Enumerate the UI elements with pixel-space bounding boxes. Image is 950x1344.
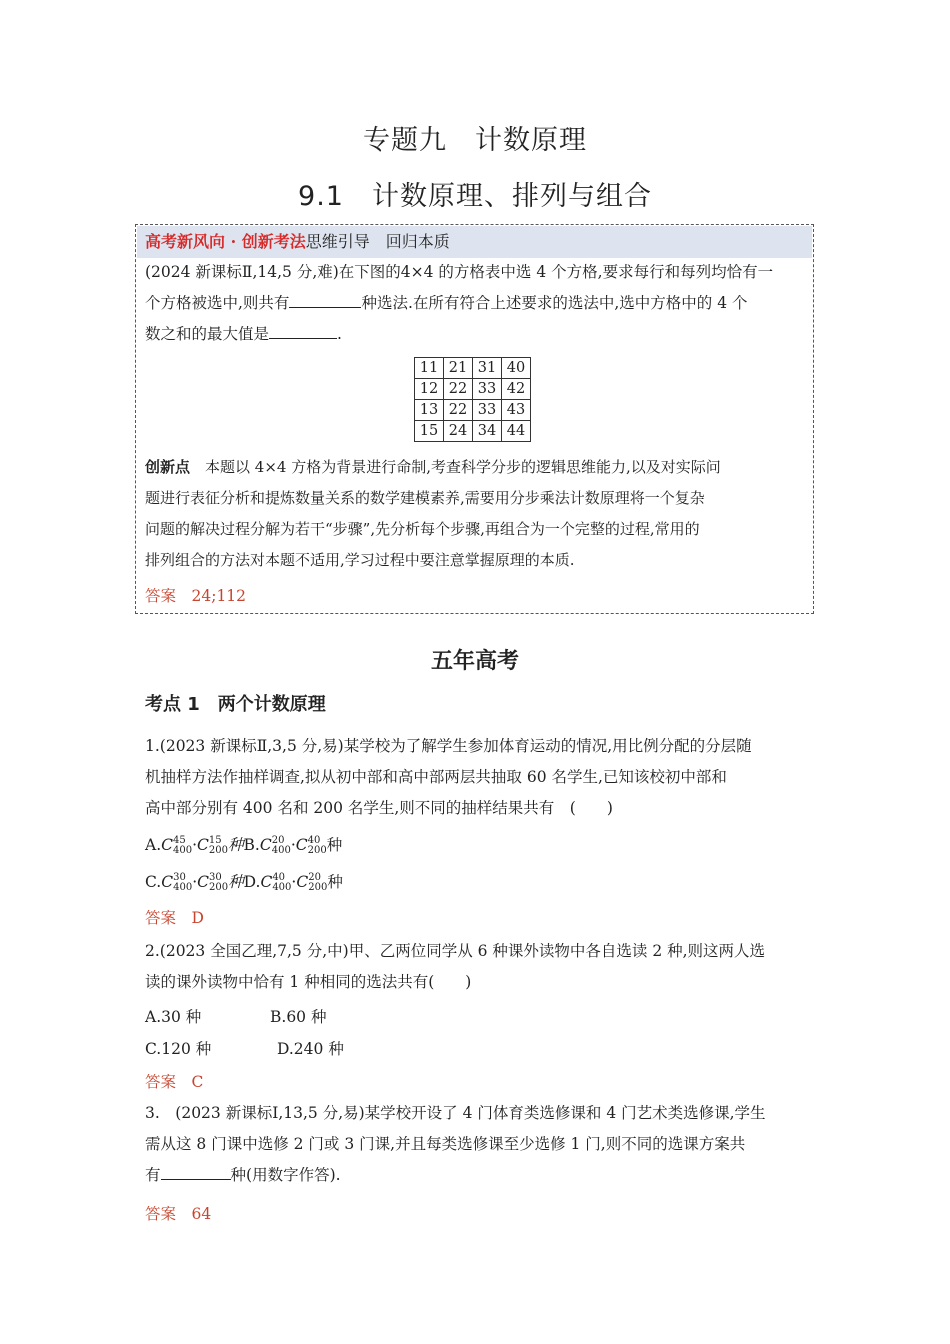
question-1 (145, 731, 815, 824)
q1-options-cd: C.C30 400·C30 200种D.C40 400·C20 200种 (145, 872, 343, 893)
question-line: 有 种(用数字作答). (145, 1160, 815, 1191)
grid-cell: 43 (502, 400, 531, 421)
header-red-text: 高考新风向 · 创新考法 (145, 232, 306, 251)
grid-cell: 11 (415, 358, 444, 379)
question-line: 需从这 8 门课中选修 2 门或 3 门课,并且每类选修课至少选修 1 门,则不同的选课方案共 (145, 1135, 746, 1153)
q2-option-b: B.60 种 (270, 1008, 327, 1026)
question-line: 数之和的最大值是 . (145, 319, 815, 350)
question-line: 1.(2023 新课标Ⅱ,3,5 分,易)某学校为了解学生参加体育运动的情况,用比例分配的分层随 (145, 737, 752, 755)
question-line: 机抽样方法作抽样调查,拟从初中部和高中部两层共抽取 60 名学生,已知该校初中部和 (145, 768, 727, 786)
innovation-box-header (137, 226, 812, 258)
question-line: 2.(2023 全国乙理,7,5 分,中)甲、乙两位同学从 6 种课外读物中各自选读 2 种,则这两人选 (145, 942, 766, 960)
note-line: 问题的解决过程分解为若干“步骤”,先分析每个步骤,再组合为一个完整的过程,常用的 (145, 520, 700, 538)
innovation-label: 创新点 (145, 458, 191, 476)
q1-options-ab: A.C45 400·C15 200种B.C20 400·C40 200种 (145, 835, 343, 856)
grid-row (415, 421, 531, 442)
q2-option-a: A.30 种 (145, 1008, 202, 1026)
question-line: 3. (2023 新课标Ⅰ,13,5 分,易)某学校开设了 4 门体育类选修课和 4 门艺术类选修课,学生 (145, 1104, 766, 1122)
question-line: 个方格被选中,则共有 种选法.在所有符合上述要求的选法中,选中方格中的 4 个 (145, 288, 815, 319)
box-question (145, 257, 815, 350)
grid-cell: 21 (444, 358, 473, 379)
grid-cell: 24 (444, 421, 473, 442)
grid-cell: 44 (502, 421, 531, 442)
question-2 (145, 936, 815, 998)
chapter-title: 专题九 计数原理 (363, 125, 587, 156)
grid-cell: 33 (473, 400, 502, 421)
q2-option-d: D.240 种 (277, 1040, 344, 1058)
grid-cell: 22 (444, 400, 473, 421)
box-answer: 答案 24;112 (145, 587, 247, 605)
note-line: 排列组合的方法对本题不适用,学习过程中要注意掌握原理的本质. (145, 551, 575, 569)
grid-cell: 40 (502, 358, 531, 379)
grid-cell: 22 (444, 379, 473, 400)
q1-answer: 答案 D (145, 909, 204, 927)
innovation-note (145, 452, 815, 576)
grid-cell: 31 (473, 358, 502, 379)
question-line: (2024 新课标Ⅱ,14,5 分,难)在下图的4×4 的方格表中选 4 个方格,要求每行和每列均恰有一 (145, 263, 774, 281)
grid-row (415, 400, 531, 421)
kaodian-heading: 考点 1 两个计数原理 (145, 694, 326, 715)
section-title: 9.1 计数原理、排列与组合 (298, 181, 652, 212)
q2-answer: 答案 C (145, 1073, 204, 1091)
question-3 (145, 1098, 815, 1191)
grid-cell: 33 (473, 379, 502, 400)
note-line: 本题以 4×4 方格为背景进行命制,考查科学分步的逻辑思维能力,以及对实际问 (205, 458, 721, 476)
q2-option-c: C.120 种 (145, 1040, 212, 1058)
grid-cell: 13 (415, 400, 444, 421)
grid-cell: 34 (473, 421, 502, 442)
grid-cell: 42 (502, 379, 531, 400)
grid-row (415, 379, 531, 400)
note-line: 题进行表征分析和提炼数量关系的数学建模素养,需要用分步乘法计数原理将一个复杂 (145, 489, 705, 507)
header-rest-text: 思维引导 回归本质 (305, 232, 450, 251)
section-heading: 五年高考 (430, 649, 519, 674)
grid-row (415, 358, 531, 379)
grid-cell: 12 (415, 379, 444, 400)
question-line: 读的课外读物中恰有 1 种相同的选法共有( ) (145, 973, 472, 991)
grid-cell: 15 (415, 421, 444, 442)
question-line: 高中部分别有 400 名和 200 名学生,则不同的抽样结果共有 ( ) (145, 799, 613, 817)
q3-answer: 答案 64 (145, 1205, 212, 1223)
number-grid (414, 357, 531, 442)
